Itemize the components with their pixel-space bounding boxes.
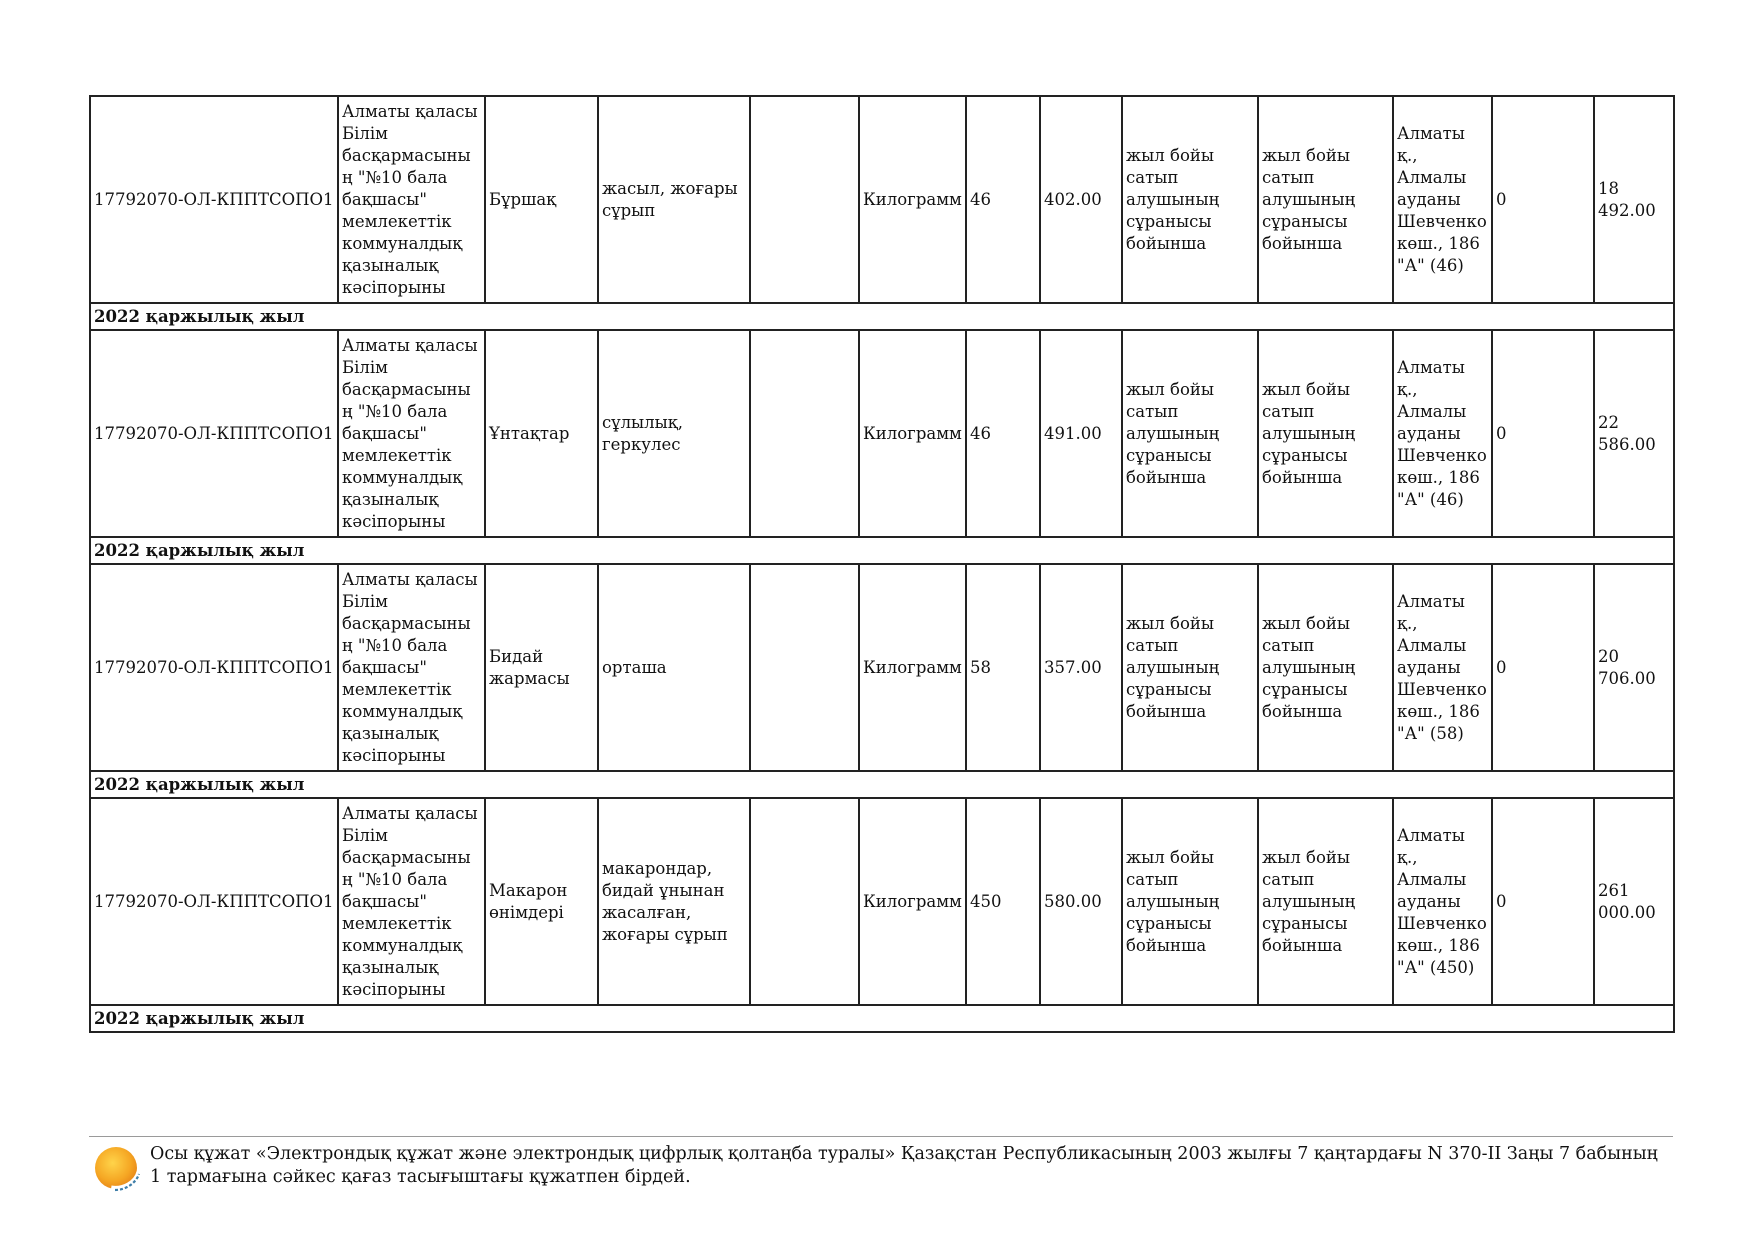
delivery-term-2: жыл бойы сатып алушының сұранысы бойынша [1258, 330, 1393, 537]
product-spec: макарондар, бидай ұнынан жасалған, жоғары сұрып [598, 798, 750, 1005]
unit-price: 580.00 [1040, 798, 1122, 1005]
delivery-address: Алматы қ., Алмалы ауданы Шевченко көш., 186 "А" (46) [1393, 330, 1492, 537]
total-amount: 18 492.00 [1594, 96, 1674, 303]
fiscal-year-label: 2022 қаржылық жыл [90, 537, 1674, 564]
delivery-address: Алматы қ., Алмалы ауданы Шевченко көш., 186 "А" (58) [1393, 564, 1492, 771]
unit-price: 491.00 [1040, 330, 1122, 537]
extra-spec [750, 330, 859, 537]
product-spec: жасыл, жоғары сұрып [598, 96, 750, 303]
fiscal-year-row [90, 303, 1674, 330]
product-spec: орташа [598, 564, 750, 771]
fiscal-year-label: 2022 қаржылық жыл [90, 303, 1674, 330]
extra-spec [750, 564, 859, 771]
unit-price: 357.00 [1040, 564, 1122, 771]
table-row [90, 798, 1674, 1005]
quantity: 46 [966, 96, 1040, 303]
quantity: 46 [966, 330, 1040, 537]
total-amount: 261 000.00 [1594, 798, 1674, 1005]
delivery-term: жыл бойы сатып алушының сұранысы бойынша [1122, 330, 1258, 537]
product-name: Бұршақ [485, 96, 598, 303]
lot-code: 17792070-ОЛ-КППТСОПО1 [90, 96, 338, 303]
lot-code: 17792070-ОЛ-КППТСОПО1 [90, 564, 338, 771]
delivery-term: жыл бойы сатып алушының сұранысы бойынша [1122, 96, 1258, 303]
fiscal-year-label: 2022 қаржылық жыл [90, 771, 1674, 798]
document-footer [89, 1136, 1673, 1189]
product-spec: сұлылық, геркулес [598, 330, 750, 537]
unit-price: 402.00 [1040, 96, 1122, 303]
customer-name: Алматы қаласы Білім басқармасының "№10 бала бақшасы" мемлекеттік коммуналдық қазыналық кәсіпорыны [338, 564, 485, 771]
delivery-term: жыл бойы сатып алушының сұранысы бойынша [1122, 798, 1258, 1005]
advance-payment: 0 [1492, 798, 1594, 1005]
fiscal-year-row [90, 537, 1674, 564]
customer-name: Алматы қаласы Білім басқармасының "№10 бала бақшасы" мемлекеттік коммуналдық қазыналық кәсіпорыны [338, 798, 485, 1005]
fiscal-year-row [90, 1005, 1674, 1032]
table-row [90, 96, 1674, 303]
delivery-term: жыл бойы сатып алушының сұранысы бойынша [1122, 564, 1258, 771]
delivery-term-2: жыл бойы сатып алушының сұранысы бойынша [1258, 564, 1393, 771]
lot-code: 17792070-ОЛ-КППТСОПО1 [90, 798, 338, 1005]
product-name: Ұнтақтар [485, 330, 598, 537]
quantity: 450 [966, 798, 1040, 1005]
fiscal-year-label: 2022 қаржылық жыл [90, 1005, 1674, 1032]
unit: Килограмм [859, 564, 966, 771]
egov-sun-logo-icon [93, 1144, 143, 1194]
product-name: Бидай жармасы [485, 564, 598, 771]
fiscal-year-row [90, 771, 1674, 798]
procurement-table [89, 95, 1675, 1033]
table-row [90, 564, 1674, 771]
total-amount: 22 586.00 [1594, 330, 1674, 537]
total-amount: 20 706.00 [1594, 564, 1674, 771]
table-row [90, 330, 1674, 537]
legal-notice: Осы құжат «Электрондық құжат және электрондық цифрлық қолтаңба туралы» Қазақстан Республикасының 2003 жылғы 7 қаңтардағы N 370-II Заңы 7 бабының 1 тармағына сәйкес қағаз тасығыштағы құжатпен бірдей. [150, 1144, 1658, 1187]
quantity: 58 [966, 564, 1040, 771]
extra-spec [750, 798, 859, 1005]
extra-spec [750, 96, 859, 303]
delivery-term-2: жыл бойы сатып алушының сұранысы бойынша [1258, 96, 1393, 303]
unit: Килограмм [859, 798, 966, 1005]
advance-payment: 0 [1492, 564, 1594, 771]
delivery-term-2: жыл бойы сатып алушының сұранысы бойынша [1258, 798, 1393, 1005]
customer-name: Алматы қаласы Білім басқармасының "№10 бала бақшасы" мемлекеттік коммуналдық қазыналық кәсіпорыны [338, 330, 485, 537]
lot-code: 17792070-ОЛ-КППТСОПО1 [90, 330, 338, 537]
delivery-address: Алматы қ., Алмалы ауданы Шевченко көш., 186 "А" (450) [1393, 798, 1492, 1005]
delivery-address: Алматы қ., Алмалы ауданы Шевченко көш., 186 "А" (46) [1393, 96, 1492, 303]
unit: Килограмм [859, 330, 966, 537]
customer-name: Алматы қаласы Білім басқармасының "№10 бала бақшасы" мемлекеттік коммуналдық қазыналық кәсіпорыны [338, 96, 485, 303]
product-name: Макарон өнімдері [485, 798, 598, 1005]
advance-payment: 0 [1492, 96, 1594, 303]
advance-payment: 0 [1492, 330, 1594, 537]
unit: Килограмм [859, 96, 966, 303]
